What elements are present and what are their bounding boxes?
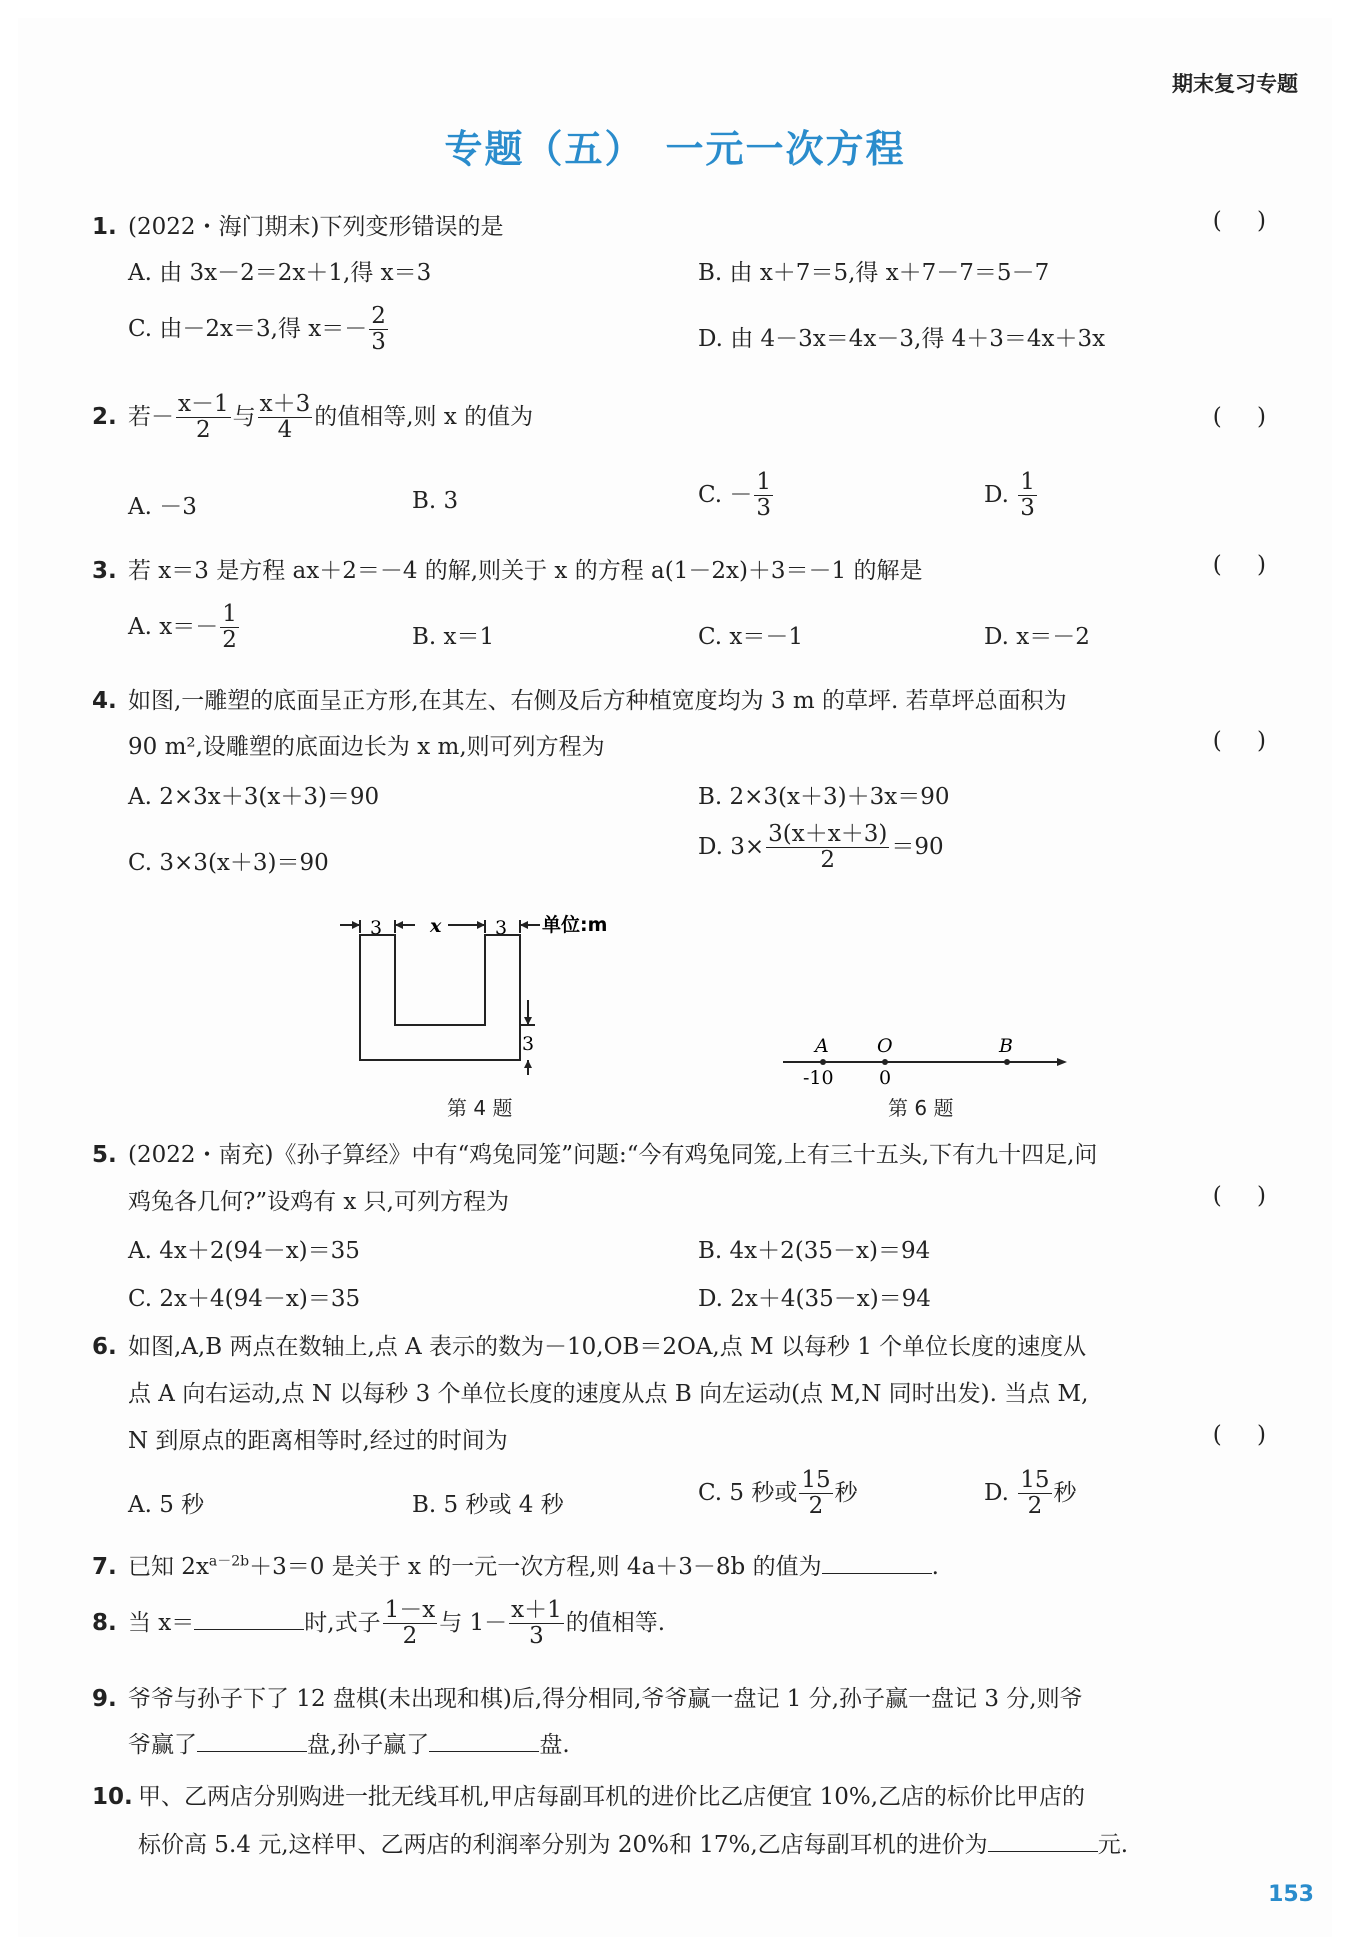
fraction — [766, 822, 889, 874]
denominator: 3 — [529, 1623, 544, 1650]
option-text: C. 5 秒或 — [698, 1479, 798, 1506]
unit-label: 单位:m — [542, 914, 608, 936]
option-text: 秒 — [834, 1479, 858, 1506]
numerator: 1－x — [384, 1597, 436, 1623]
tick-o-value: 0 — [879, 1067, 892, 1085]
fraction — [1018, 470, 1037, 522]
numerator: 15 — [801, 1467, 831, 1493]
label-width-left: 3 — [370, 917, 383, 939]
option-a: A. 由 3x－2＝2x＋1,得 x＝3 — [128, 260, 432, 286]
fraction — [799, 1468, 832, 1520]
question-number: 3. — [92, 558, 117, 584]
question-10 — [92, 1778, 1085, 1811]
option-b: B. 由 x＋7＝5,得 x＋7－7＝5－7 — [698, 260, 1050, 286]
option-d — [984, 470, 1039, 522]
question-6 — [92, 1328, 1086, 1361]
question-stem: 时,式子 — [304, 1609, 381, 1636]
question-stem: 若－ — [128, 403, 174, 430]
question-number: 6. — [92, 1334, 117, 1360]
question-stem: 元. — [1097, 1832, 1128, 1858]
denominator: 2 — [1027, 1493, 1043, 1520]
label-width-x: x — [430, 915, 442, 937]
option-b: B. 3 — [412, 488, 459, 514]
question-stem: . — [931, 1554, 939, 1580]
question-stem: 当 x＝ — [128, 1609, 195, 1636]
answer-parentheses: ( ) — [1212, 208, 1280, 234]
option-a: A. 5 秒 — [128, 1492, 205, 1518]
question-number: 7. — [92, 1554, 117, 1580]
header-tag: 期末复习专题 — [1172, 72, 1298, 96]
denominator: 2 — [402, 1623, 418, 1650]
question-number: 8. — [92, 1609, 117, 1636]
question-stem: (2022・海门期末)下列变形错误的是 — [128, 214, 504, 240]
question-7 — [92, 1548, 939, 1581]
question-stem: 的值相等,则 x 的值为 — [314, 403, 534, 430]
option-d — [698, 822, 944, 874]
numerator: 3(x＋x＋3) — [768, 821, 888, 847]
question-number: 5. — [92, 1142, 117, 1168]
option-c: C. 2x＋4(94－x)＝35 — [128, 1286, 361, 1312]
fraction — [220, 602, 239, 654]
question-8 — [92, 1598, 665, 1650]
answer-blank[interactable] — [988, 1851, 1098, 1852]
question-stem: 与 1－ — [439, 1609, 508, 1636]
numerator: x－1 — [178, 391, 229, 417]
numerator: x＋1 — [511, 1597, 562, 1623]
option-c — [698, 1468, 858, 1520]
option-a: A. －3 — [128, 494, 197, 520]
question-number: 1. — [92, 214, 117, 240]
denominator: 4 — [277, 417, 293, 444]
option-b: B. 4x＋2(35－x)＝94 — [698, 1238, 931, 1264]
numerator: 1 — [222, 601, 237, 627]
option-b: B. x＝1 — [412, 624, 495, 650]
numerator: 2 — [371, 303, 386, 329]
exponent: a－2b — [208, 1553, 250, 1570]
question-6-line2: 点 A 向右运动,点 N 以每秒 3 个单位长度的速度从点 B 向左运动(点 M,N 同时出发). 当点 M, — [128, 1381, 1089, 1407]
fraction — [383, 1598, 438, 1650]
point-o-label: O — [877, 1035, 893, 1057]
label-height: 3 — [522, 1033, 535, 1055]
option-text: C. 由－2x＝3,得 x＝－ — [128, 315, 368, 342]
numerator: 15 — [1020, 1467, 1050, 1493]
lawn-outline — [360, 935, 520, 1060]
answer-blank[interactable] — [429, 1751, 539, 1752]
question-stem: 爷赢了 — [128, 1732, 197, 1758]
question-stem: (2022・南充)《孙子算经》中有“鸡兔同笼”问题:“今有鸡兔同笼,上有三十五头,下有九十四足,问 — [128, 1142, 1098, 1168]
question-4 — [92, 682, 1067, 715]
question-stem: 盘. — [539, 1732, 570, 1758]
option-text: D. — [984, 1479, 1017, 1506]
question-stem: 与 — [232, 403, 256, 430]
figure-4-diagram — [330, 905, 650, 1075]
answer-parentheses: ( ) — [1212, 1422, 1280, 1448]
point-a-label: A — [815, 1035, 829, 1057]
question-4-line2: 90 m²,设雕塑的底面边长为 x m,则可列方程为 — [128, 734, 605, 760]
question-stem: 甲、乙两店分别购进一批无线耳机,甲店每副耳机的进价比乙店便宜 10%,乙店的标价比甲店的 — [138, 1784, 1086, 1810]
question-2 — [92, 392, 533, 444]
denominator: 3 — [756, 495, 772, 522]
denominator: 2 — [222, 627, 237, 654]
option-c — [698, 470, 775, 522]
denominator: 2 — [195, 417, 211, 444]
question-stem: 如图,A,B 两点在数轴上,点 A 表示的数为－10,OB＝2OA,点 M 以每秒 1 个单位长度的速度从 — [128, 1334, 1087, 1360]
question-number: 9. — [92, 1686, 117, 1712]
figure-4-caption: 第 4 题 — [447, 1096, 513, 1120]
question-stem: 盘,孙子赢了 — [307, 1732, 430, 1758]
question-stem: 如图,一雕塑的底面呈正方形,在其左、右侧及后方种植宽度均为 3 m 的草坪. 若草坪总面积为 — [128, 688, 1067, 714]
option-b: B. 5 秒或 4 秒 — [412, 1492, 564, 1518]
option-a: A. 4x＋2(94－x)＝35 — [128, 1238, 360, 1264]
answer-blank[interactable] — [822, 1573, 932, 1574]
fraction — [369, 304, 388, 356]
question-9 — [92, 1680, 1083, 1713]
question-number: 2. — [92, 403, 117, 430]
answer-parentheses: ( ) — [1212, 728, 1280, 754]
fraction — [1018, 1468, 1051, 1520]
option-d: D. 2x＋4(35－x)＝94 — [698, 1286, 931, 1312]
numerator: x＋3 — [259, 391, 311, 417]
option-text: 秒 — [1053, 1479, 1077, 1506]
option-a — [128, 602, 241, 654]
fraction — [754, 470, 773, 522]
page-number: 153 — [1268, 1882, 1314, 1907]
question-6-line3: N 到原点的距离相等时,经过的时间为 — [128, 1428, 508, 1454]
question-1 — [92, 208, 503, 241]
figure-6-caption: 第 6 题 — [888, 1096, 954, 1120]
page-title: 专题（五） 一元一次方程 — [444, 127, 906, 171]
answer-blank[interactable] — [194, 1629, 304, 1630]
question-3 — [92, 552, 923, 585]
fraction — [176, 392, 231, 444]
option-text: ＝90 — [891, 833, 944, 860]
fraction — [509, 1598, 564, 1650]
question-stem: 标价高 5.4 元,这样甲、乙两店的利润率分别为 20%和 17%,乙店每副耳机的进价为 — [138, 1832, 988, 1858]
question-stem: 已知 2x — [128, 1554, 209, 1580]
option-d: D. x＝－2 — [984, 624, 1090, 650]
option-d: D. 由 4－3x＝4x－3,得 4＋3＝4x＋3x — [698, 326, 1106, 352]
option-text: A. x＝－ — [128, 613, 219, 640]
question-stem: 爷爷与孙子下了 12 盘棋(未出现和棋)后,得分相同,爷爷赢一盘记 1 分,孙子赢一盘记 3 分,则爷 — [128, 1686, 1083, 1712]
numerator: 1 — [1020, 469, 1035, 495]
answer-parentheses: ( ) — [1212, 404, 1280, 430]
denominator: 3 — [371, 329, 386, 356]
answer-parentheses: ( ) — [1212, 552, 1280, 578]
question-5 — [92, 1136, 1097, 1169]
option-b: B. 2×3(x＋3)＋3x＝90 — [698, 784, 950, 810]
question-number: 4. — [92, 688, 117, 714]
question-10-line2 — [138, 1826, 1128, 1859]
option-c: C. x＝－1 — [698, 624, 804, 650]
denominator: 2 — [820, 847, 836, 874]
question-stem: ＋3＝0 是关于 x 的一元一次方程,则 4a＋3－8b 的值为 — [249, 1554, 822, 1580]
point-b-label: B — [999, 1035, 1013, 1057]
answer-blank[interactable] — [197, 1751, 307, 1752]
option-text: D. 3× — [698, 833, 765, 860]
figure-6-number-line — [775, 1025, 1075, 1085]
option-d — [984, 1468, 1077, 1520]
option-text: C. － — [698, 481, 753, 508]
fraction — [258, 392, 313, 444]
answer-parentheses: ( ) — [1212, 1183, 1280, 1209]
question-stem: 的值相等. — [565, 1609, 666, 1636]
label-width-right: 3 — [495, 917, 508, 939]
question-5-line2: 鸡兔各几何?”设鸡有 x 只,可列方程为 — [128, 1189, 509, 1215]
option-c: C. 3×3(x＋3)＝90 — [128, 850, 329, 876]
tick-a-value: -10 — [803, 1067, 834, 1085]
option-text: D. — [984, 481, 1017, 508]
numerator: 1 — [756, 469, 772, 495]
denominator: 2 — [808, 1493, 824, 1520]
option-c — [128, 304, 390, 356]
question-stem: 若 x＝3 是方程 ax＋2＝－4 的解,则关于 x 的方程 a(1－2x)＋3＝－1 的解是 — [128, 558, 923, 584]
denominator: 3 — [1020, 495, 1035, 522]
question-9-line2 — [128, 1726, 570, 1759]
question-number: 10. — [92, 1784, 133, 1810]
option-a: A. 2×3x＋3(x＋3)＝90 — [128, 784, 380, 810]
